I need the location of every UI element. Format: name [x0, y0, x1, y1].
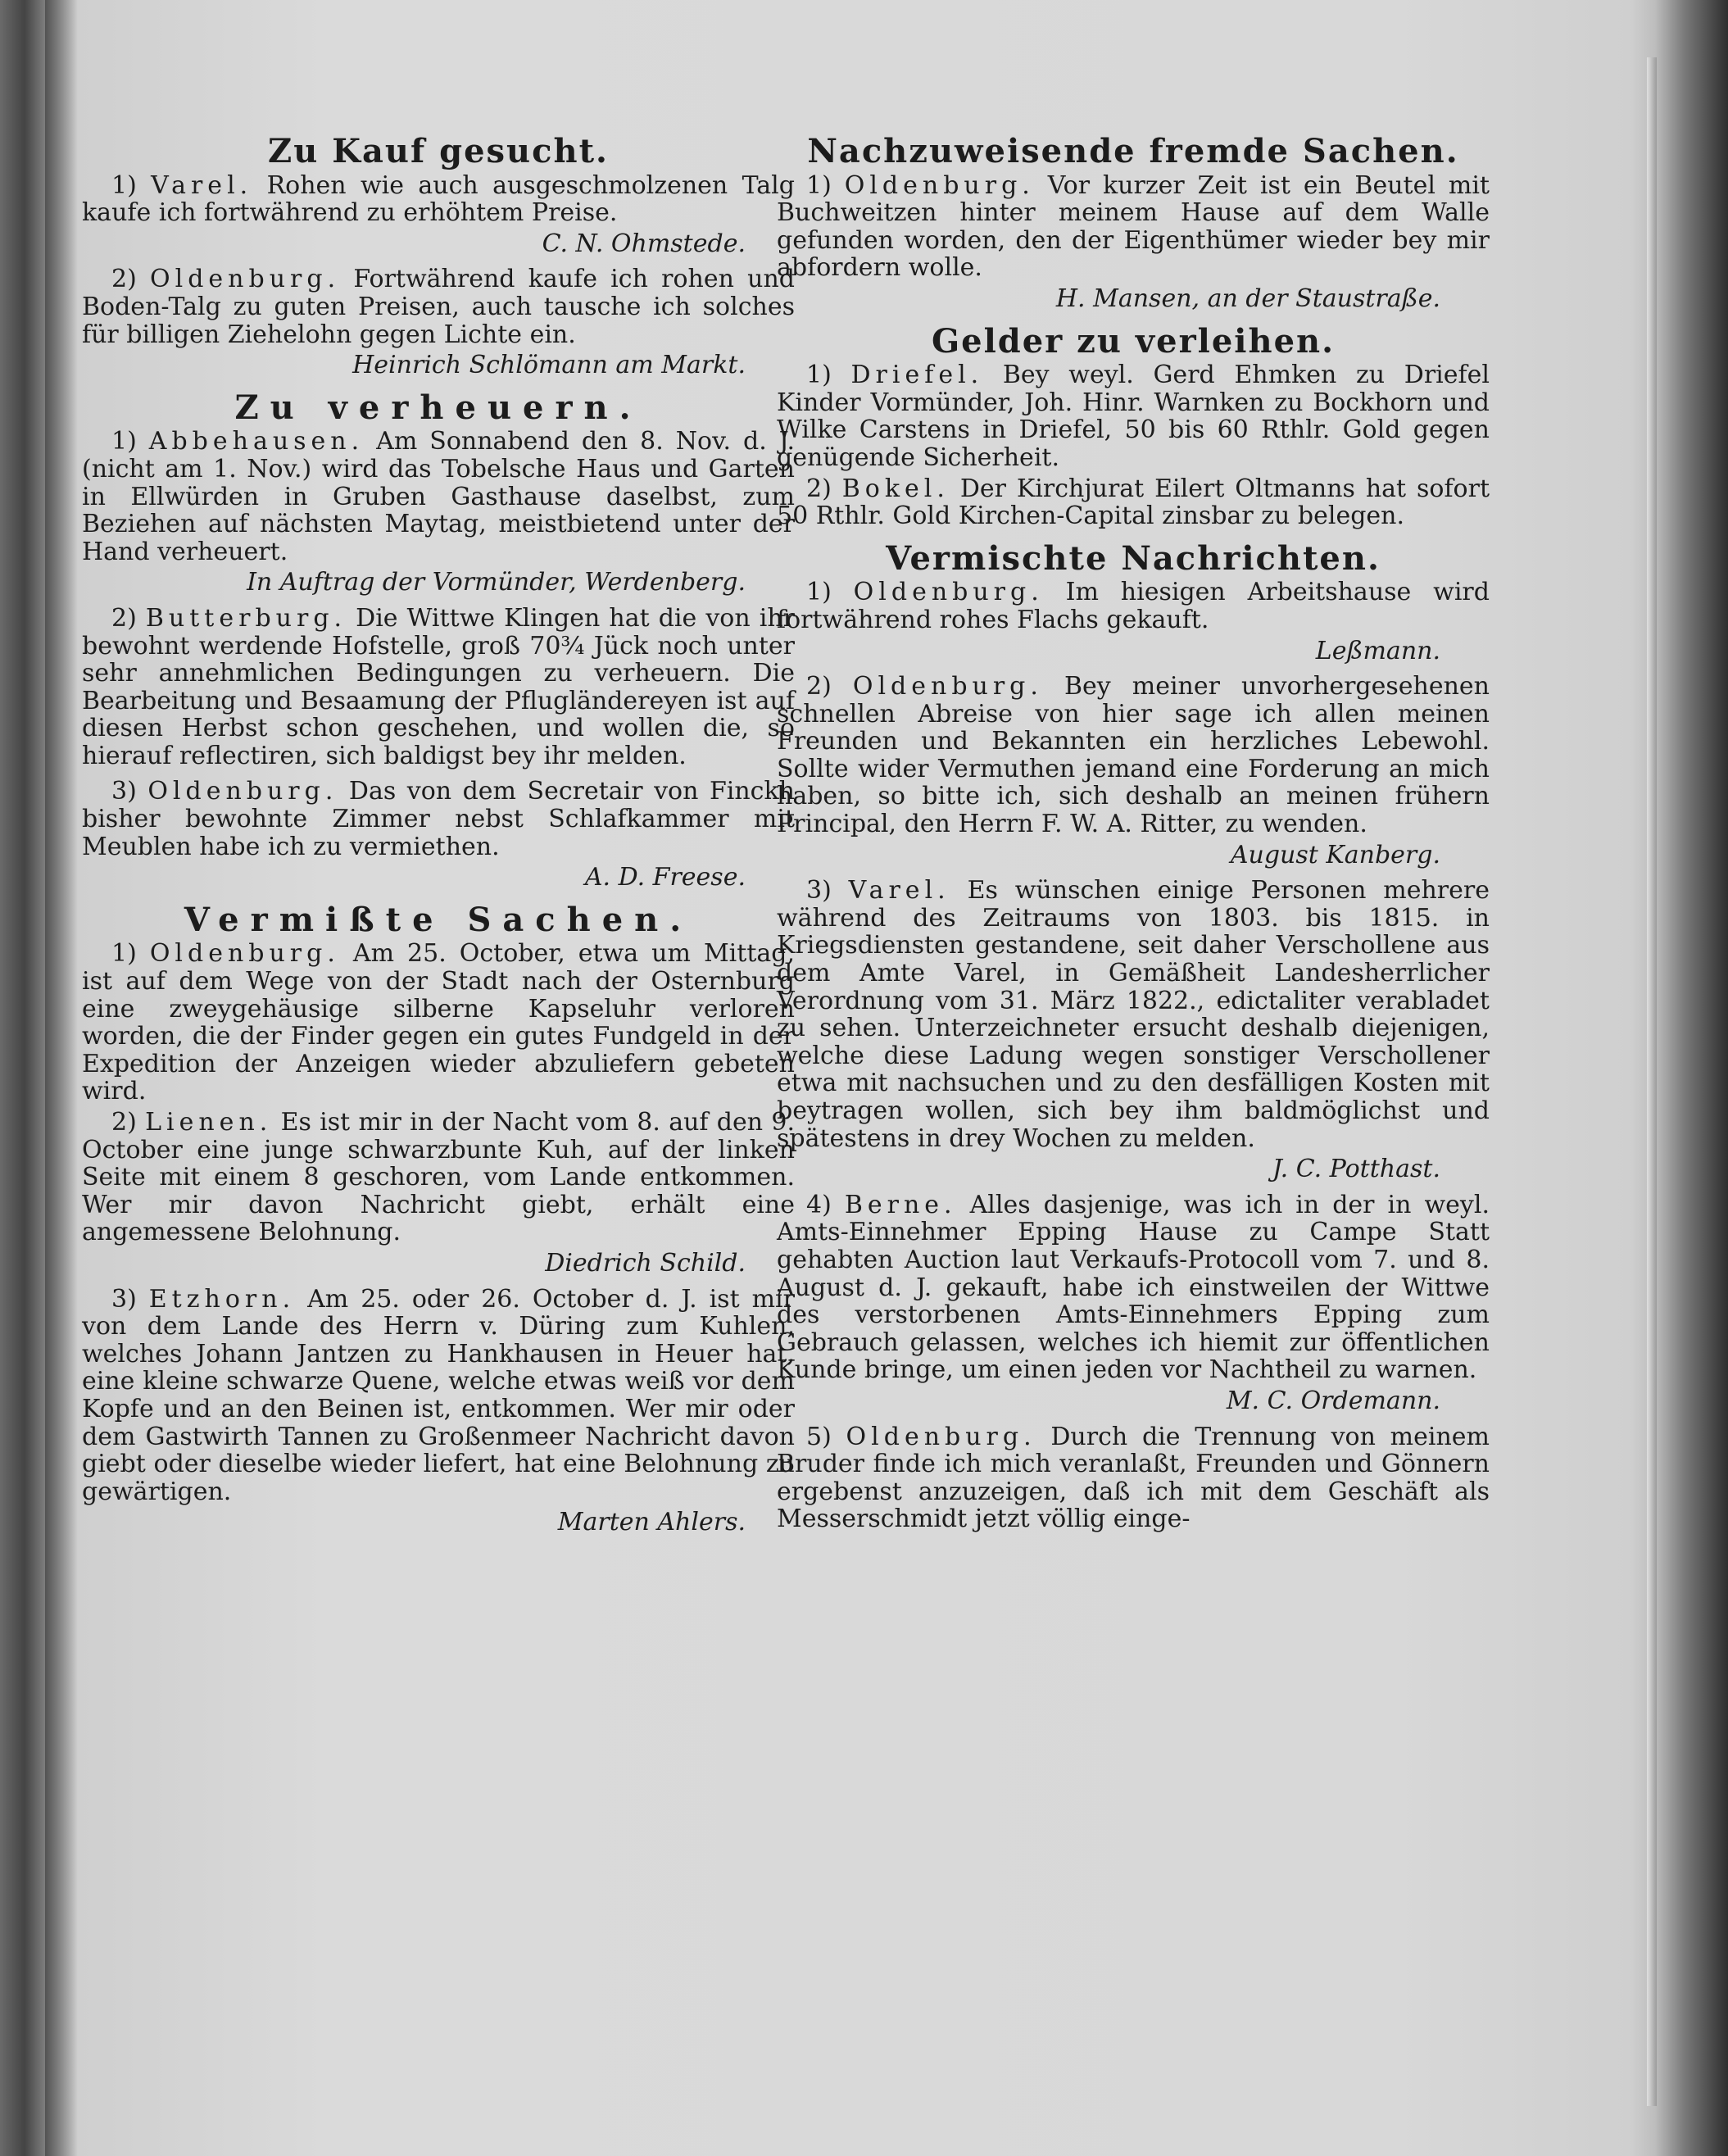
ad-item: [777, 1191, 1490, 1384]
section-heading: Nachzuweisende fremde Sachen.: [807, 132, 1459, 170]
ad-text: Durch die Trennung von meinem Bruder finde ich mich veranlaßt, Freunden und Gönnern ergebenst anzuzeigen, daß ich mit dem Geschäft als Messerschmidt jetzt völlig einge-: [777, 1422, 1490, 1534]
ad-item: [777, 877, 1490, 1152]
section-heading: Vermischte Nachrichten.: [886, 538, 1381, 578]
ad-place: Etzhorn.: [148, 1284, 296, 1314]
ad-place: Oldenburg.: [150, 265, 341, 294]
ad-number: 2): [111, 265, 137, 294]
ad-number: 2): [111, 603, 137, 633]
ad-signature: J. C. Potthast.: [1272, 1155, 1440, 1184]
ad-item: [777, 1423, 1490, 1533]
ad-item: [82, 266, 795, 348]
section-heading: Zu verheuern.: [234, 388, 642, 427]
ad-place: Varel.: [848, 876, 950, 906]
ad-item: [777, 361, 1490, 471]
ad-text: Vor kurzer Zeit ist ein Beutel mit Buchweitzen hinter meinem Hause auf dem Walle gefunden worden, den der Eigenthümer wieder bey mir abfordern wolle.: [777, 170, 1490, 283]
ad-item: [82, 1286, 795, 1506]
page-edge: [1647, 57, 1657, 2106]
ad-number: 1): [806, 170, 832, 200]
ad-text: Der Kirchjurat Eilert Oltmanns hat sofort 50 Rthlr. Gold Kirchen-Capital zinsbar zu belegen.: [777, 474, 1490, 531]
ad-text: Es wünschen einige Personen mehrere während des Zeitraums von 1803. bis 1815. in Kriegsdiensten gestandene, seit daher Verschollene aus dem Amte Varel, in Gemäßheit Landesherrlicher Verordnung vom 31. März 1822., edictaliter verabladet zu sehen. Unterzeichneter ersucht deshalb diejenigen, welche diese Ladung wegen sonstiger Verschollener etwa mit nachsuchen und zu den desfälligen Kosten mit beytragen wollen, sich bey ihm baldmöglichst und spätestens in drey Wochen zu melden.: [777, 876, 1490, 1153]
ad-signature: Leßmann.: [1315, 636, 1440, 665]
ad-signature: Marten Ahlers.: [557, 1508, 746, 1537]
ad-number: 5): [806, 1422, 832, 1451]
ad-number: 1): [806, 578, 832, 607]
ad-text: Fortwährend kaufe ich rohen und Boden-Talg zu guten Preisen, auch tausche ich solches für billigen Ziehelohn gegen Lichte ein.: [82, 265, 795, 349]
ad-place: Oldenburg.: [147, 777, 338, 806]
section-vermischte-nachrichten: [777, 538, 1490, 1534]
ad-signature: H. Mansen, an der Staustraße.: [1055, 284, 1440, 313]
ad-place: Abbehausen.: [148, 427, 365, 456]
section-heading: Zu Kauf gesucht.: [268, 132, 609, 170]
section-heading: Vermißte Sachen.: [184, 900, 693, 939]
ad-item: [82, 428, 795, 565]
section-gelder-zu-verleihen: [777, 321, 1490, 531]
ad-place: Bokel.: [841, 474, 950, 503]
ad-signature: M. C. Ordemann.: [1226, 1386, 1440, 1415]
ad-number: 3): [111, 1284, 137, 1314]
ad-number: 2): [111, 1108, 137, 1137]
section-heading: Gelder zu verleihen.: [931, 321, 1336, 361]
ad-place: Oldenburg.: [852, 672, 1043, 701]
ad-item: [82, 940, 795, 1105]
ad-number: 4): [806, 1190, 832, 1219]
book-gutter-shadow: [45, 0, 78, 2156]
ad-item: [82, 1109, 795, 1246]
ad-item: [777, 579, 1490, 633]
ad-item: [777, 673, 1490, 838]
ad-number: 1): [111, 170, 137, 200]
section-zu-verheuern: [82, 388, 795, 892]
ad-signature: August Kanberg.: [1230, 840, 1440, 869]
ad-place: Butterburg.: [145, 603, 347, 633]
section-vermisste-sachen: [82, 900, 795, 1537]
ad-place: Oldenburg.: [149, 939, 340, 969]
ad-text: Am 25. October, etwa um Mittag, ist auf dem Wege von der Stadt nach der Osternburg eine zweygehäusige silberne Kapseluhr verloren worden, die der Finder gegen ein gutes Fundgeld in der Expedition der Anzeigen wieder abzuliefern gebeten wird.: [82, 939, 795, 1106]
ad-number: 1): [111, 939, 137, 969]
ad-item: [777, 475, 1490, 530]
ad-number: 1): [806, 361, 832, 390]
ad-number: 2): [806, 672, 832, 701]
ad-number: 3): [111, 777, 137, 806]
section-zu-kauf-gesucht: [82, 132, 795, 380]
ad-item: [777, 172, 1490, 282]
ad-text: Am Sonnabend den 8. Nov. d. J. (nicht am 1. Nov.) wird das Tobelsche Haus und Garten in Ellwürden in Gruben Gasthause daselbst, zum Beziehen auf nächsten Maytag, meistbietend unter der Hand verheuert.: [82, 427, 795, 566]
section-nachzuweisende-fremde-sachen: [777, 132, 1490, 313]
ad-place: Berne.: [844, 1190, 957, 1219]
ad-text: Bey weyl. Gerd Ehmken zu Driefel Kinder Vormünder, Joh. Hinr. Warnken zu Bockhorn und Wilke Carstens in Driefel, 50 bis 60 Rthlr. Gold gegen genügende Sicherheit.: [777, 361, 1490, 472]
ad-item: [82, 605, 795, 770]
ad-text: Es ist mir in der Nacht vom 8. auf den 9. October eine junge schwarzbunte Kuh, auf der linken Seite mit einem 8 geschoren, vom Lande entkommen. Wer mir davon Nachricht giebt, erhält eine angemessene Belohnung.: [82, 1108, 795, 1247]
ad-place: Driefel.: [850, 361, 984, 390]
ad-number: 1): [111, 427, 137, 456]
ad-place: Lienen.: [145, 1108, 273, 1137]
ad-text: Das von dem Secretair von Finckh bisher bewohnte Zimmer nebst Schlafkammer mit Meublen habe ich zu vermiethen.: [82, 777, 795, 861]
ad-text: Rohen wie auch ausgeschmolzenen Talg kaufe ich fortwährend zu erhöhtem Preise.: [82, 170, 795, 228]
ad-place: Oldenburg.: [853, 578, 1044, 607]
ad-text: Am 25. oder 26. October d. J. ist mir von dem Lande des Herrn v. Düring zum Kuhlen, welches Johann Jantzen zu Hankhausen in Heuer hat, eine kleine schwarze Quene, welche etwas weiß vor dem Kopfe und an den Beinen ist, entkommen. Wer mir oder dem Gastwirth Tannen zu Großenmeer Nachricht davon giebt oder dieselbe wieder liefert, hat eine Belohnung zu gewärtigen.: [82, 1284, 795, 1506]
ad-signature: A. D. Freese.: [584, 863, 746, 892]
ad-item: [82, 778, 795, 860]
ad-signature: Heinrich Schlömann am Markt.: [352, 351, 746, 380]
ad-signature: C. N. Ohmstede.: [542, 229, 746, 258]
ad-signature: In Auftrag der Vormünder, Werdenberg.: [247, 568, 746, 597]
ad-number: 3): [806, 876, 832, 906]
ad-text: Alles dasjenige, was ich in der in weyl. Amts-Einnehmer Epping Hause zu Campe Statt gehabten Auction laut Verkaufs-Protocoll vom 7. und 8. August d. J. gekauft, habe ich einstweilen der Wittwe des verstorbenen Amts-Einnehmers Epping zum Gebrauch gelassen, welches ich hiemit zur öffentlichen Kunde bringe, um einen jeden vor Nachtheil zu warnen.: [777, 1190, 1490, 1385]
ad-number: 2): [806, 474, 832, 503]
ad-text: Bey meiner unvorhergesehenen schnellen Abreise von hier sage ich allen meinen Freunden und Bekannten ein herzliches Lebewohl. Sollte wider Vermuthen jemand eine Forderung an mich haben, so bitte ich, sich deshalb an meinen frühern Principal, den Herrn F. W. A. Ritter, zu wenden.: [777, 672, 1490, 839]
ad-place: Oldenburg.: [844, 170, 1035, 200]
ad-text: Die Wittwe Klingen hat die von ihr bewohnt werdende Hofstelle, groß 70¾ Jück noch unter sehr annehmlichen Bedingungen zu verheuern. Die Bearbeitung und Besaamung der Pflugländereyen ist auf diesen Herbst schon geschehen, und wollen die, so hierauf reflectiren, sich baldigst bey ihr melden.: [82, 603, 795, 770]
left-column: [82, 123, 795, 1545]
ad-signature: Diedrich Schild.: [545, 1248, 746, 1278]
ad-place: Varel.: [151, 170, 253, 200]
ad-place: Oldenburg.: [846, 1422, 1036, 1451]
right-column: [777, 123, 1490, 1536]
ad-item: [82, 172, 795, 227]
ad-text: Im hiesigen Arbeitshause wird fortwährend rohes Flachs gekauft.: [777, 578, 1490, 634]
